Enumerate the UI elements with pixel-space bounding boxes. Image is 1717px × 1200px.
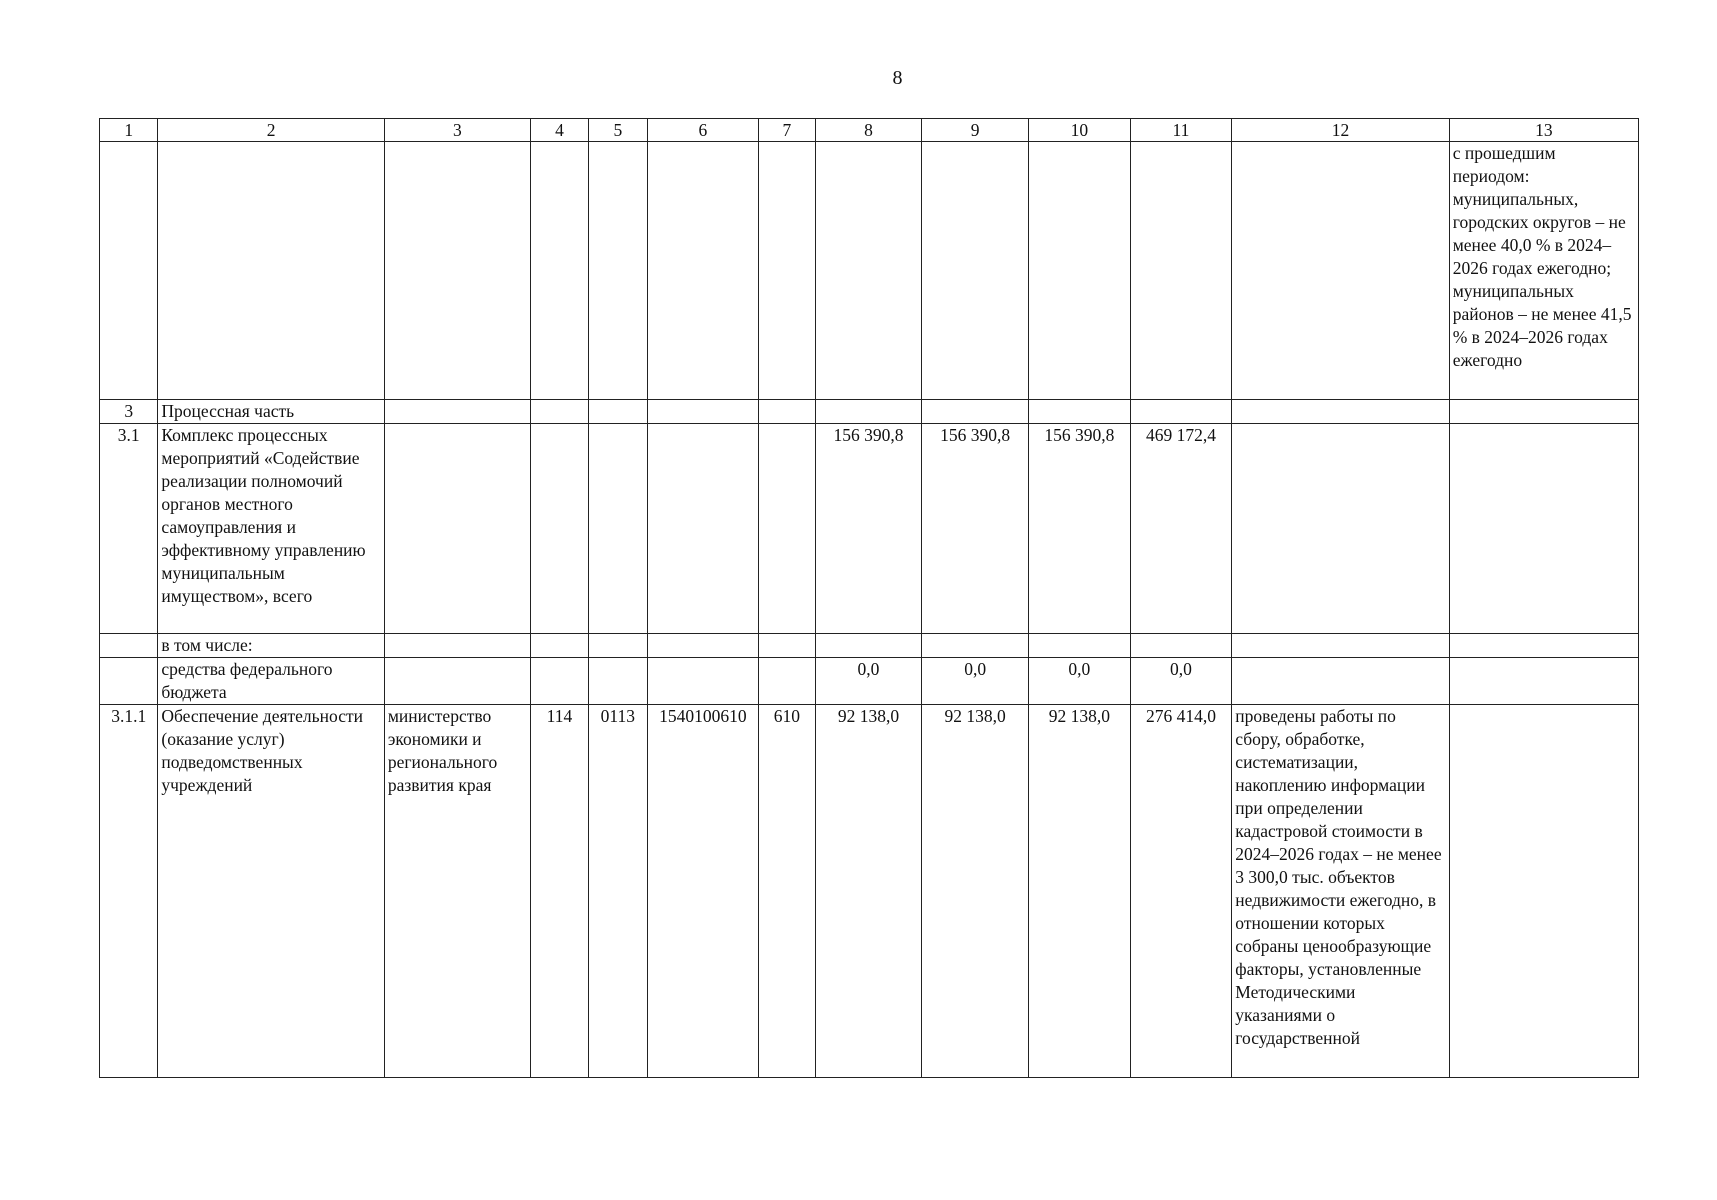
- continuation-indicator-text: с прошедшим периодом: муниципальных, городских округов – не менее 40,0 % в 2024–2026 годах ежегодно; муниципальных районов – не менее 41,5 % в 2024–2026 годах ежегодно: [1449, 142, 1638, 400]
- header-col-11: 11: [1130, 119, 1232, 142]
- federal-value-2025: 0,0: [922, 658, 1029, 705]
- section-number: 3: [100, 400, 158, 424]
- federal-budget-row: [100, 658, 1639, 705]
- federal-budget-label: средства федерального бюджета: [158, 658, 384, 705]
- activity-number: 3.1.1: [100, 705, 158, 1078]
- activity-code-7: 610: [759, 705, 815, 1078]
- complex-value-2025: 156 390,8: [922, 424, 1029, 634]
- activity-value-total: 276 414,0: [1130, 705, 1232, 1078]
- header-col-7: 7: [759, 119, 815, 142]
- complex-name: Комплекс процессных мероприятий «Содействие реализации полномочий органов местного самоуправления и эффективному управлению муниципальным имуществом», всего: [158, 424, 384, 634]
- activity-result: проведены работы по сбору, обработке, систематизации, накоплению информации при определении кадастровой стоимости в 2024–2026 годах – не менее 3 300,0 тыс. объектов недвижимости ежегодно, в отношении которых собраны ценообразующие факторы, установленные Методическими указаниями о государственной: [1232, 705, 1449, 1078]
- header-col-8: 8: [815, 119, 922, 142]
- activity-executor: министерство экономики и регионального развития края: [384, 705, 530, 1078]
- header-col-12: 12: [1232, 119, 1449, 142]
- activity-value-2025: 92 138,0: [922, 705, 1029, 1078]
- header-col-10: 10: [1028, 119, 1130, 142]
- complex-value-2026: 156 390,8: [1028, 424, 1130, 634]
- header-col-2: 2: [158, 119, 384, 142]
- budget-table: [99, 118, 1639, 1078]
- federal-value-2026: 0,0: [1028, 658, 1130, 705]
- page-number: 8: [892, 67, 903, 89]
- header-col-3: 3: [384, 119, 530, 142]
- activity-code-5: 0113: [589, 705, 647, 1078]
- federal-value-total: 0,0: [1130, 658, 1232, 705]
- activity-row: [100, 705, 1639, 1078]
- complex-row: [100, 424, 1639, 634]
- federal-value-2024: 0,0: [815, 658, 922, 705]
- complex-number: 3.1: [100, 424, 158, 634]
- header-col-1: 1: [100, 119, 158, 142]
- activity-code-6: 1540100610: [647, 705, 759, 1078]
- including-row: [100, 634, 1639, 658]
- including-label: в том числе:: [158, 634, 384, 658]
- header-row: [100, 119, 1639, 142]
- section-title: Процессная часть: [158, 400, 384, 424]
- section-row: [100, 400, 1639, 424]
- header-col-13: 13: [1449, 119, 1638, 142]
- table-row: [100, 142, 1639, 400]
- activity-value-2024: 92 138,0: [815, 705, 922, 1078]
- complex-value-2024: 156 390,8: [815, 424, 922, 634]
- header-col-9: 9: [922, 119, 1029, 142]
- activity-code-4: 114: [530, 705, 588, 1078]
- activity-value-2026: 92 138,0: [1028, 705, 1130, 1078]
- header-col-5: 5: [589, 119, 647, 142]
- header-col-6: 6: [647, 119, 759, 142]
- activity-name: Обеспечение деятельности (оказание услуг) подведомственных учреждений: [158, 705, 384, 1078]
- header-col-4: 4: [530, 119, 588, 142]
- complex-value-total: 469 172,4: [1130, 424, 1232, 634]
